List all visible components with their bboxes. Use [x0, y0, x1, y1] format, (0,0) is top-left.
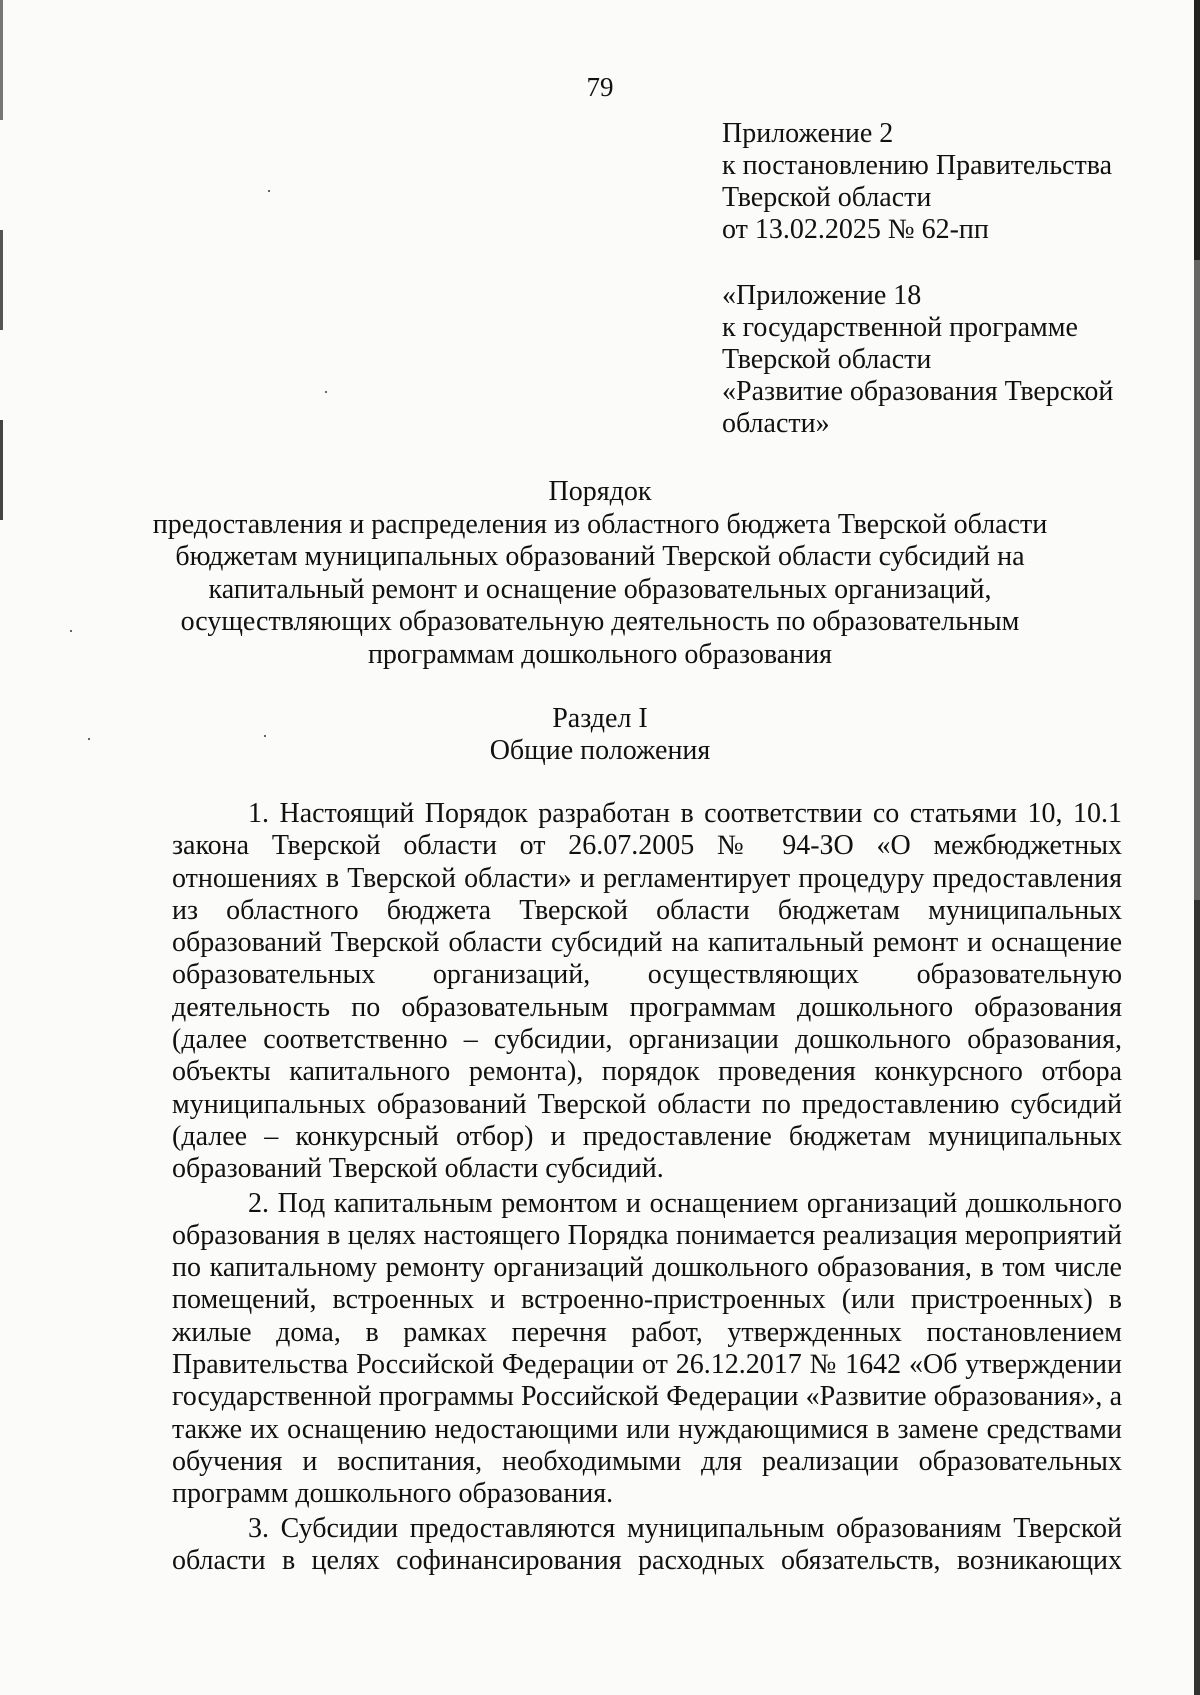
- scan-speck: [88, 738, 90, 740]
- appendix-18-line: области»: [722, 408, 830, 439]
- appendix-2-line: Тверской области: [722, 182, 932, 213]
- title-line: программам дошкольного образования: [367, 638, 833, 670]
- scan-edge-right: [1194, 0, 1200, 1695]
- section-number: Раздел I: [552, 703, 648, 734]
- appendix-18-line: «Развитие образования Тверской: [722, 376, 1114, 407]
- appendix-2-line: от 13.02.2025 № 62-пп: [722, 214, 989, 245]
- title-line: капитальный ремонт и оснащение образовательных организаций,: [208, 573, 992, 605]
- appendix-18-line: Тверской области: [722, 344, 932, 375]
- appendix-18-block: [722, 280, 1113, 440]
- body-text: [172, 798, 1122, 1579]
- appendix-2-block: [722, 118, 1112, 246]
- title-line: бюджетам муниципальных образований Тверской области субсидий на: [175, 541, 1025, 573]
- scan-speck: [70, 630, 72, 632]
- title-line: предоставления и распределения из областного бюджета Тверской области: [152, 508, 1048, 540]
- appendix-18-line: к государственной программе: [722, 312, 1078, 343]
- paragraph-3: 3. Субсидии предоставляются муниципальным образованиям Тверской области в целях софинансирования расходных обязательств, возникающих: [172, 1512, 1122, 1576]
- section-heading: [120, 703, 1080, 767]
- scan-speck: [268, 190, 270, 192]
- scan-speck: [325, 391, 327, 393]
- section-name: Общие положения: [489, 735, 711, 766]
- paragraph-2: 2. Под капитальным ремонтом и оснащением организаций дошкольного образования в целях настоящего Порядка понимается реализация мероприятий по капитальному ремонту организаций дошкольного образования, в том числе помещений, встроенных и встроенно-пристроенных (или пристроенных) в жилые дома, в рамках перечня работ, утвержденных постановлением Правительства Российской Федерации от 26.12.2017 № 1642 «Об утверждении государственной программы Российской Федерации «Развитие образования», а также их оснащению недостающими или нуждающимися в замене средствами обучения и воспитания, необходимыми для реализации образовательных программ дошкольного образования.: [172, 1187, 1122, 1510]
- document-title: [120, 476, 1080, 672]
- page-number: 79: [586, 72, 614, 102]
- appendix-2-line: к постановлению Правительства: [722, 150, 1113, 181]
- title-line: осуществляющих образовательную деятельность по образовательным: [180, 606, 1020, 638]
- title-heading: Порядок: [548, 476, 652, 507]
- appendix-2-line: Приложение 2: [722, 118, 894, 149]
- paragraph-1: 1. Настоящий Порядок разработан в соответствии со статьями 10, 10.1 закона Тверской области от 26.07.2005 № 94-ЗО «О межбюджетных отношениях в Тверской области» и регламентирует процедуру предоставления из областного бюджета Тверской области бюджетам муниципальных образований Тверской области субсидий на капитальный ремонт и оснащение образовательных организаций, осуществляющих образовательную деятельность по образовательным программам дошкольного образования (далее соответственно – субсидии, организации дошкольного образования, объекты капитального ремонта), порядок проведения конкурсного отбора муниципальных образований Тверской области по предоставлению субсидий (далее – конкурсный отбор) и предоставление бюджетам муниципальных образований Тверской области субсидий.: [172, 798, 1122, 1185]
- scan-edge-left: [0, 0, 3, 1695]
- appendix-18-line: «Приложение 18: [722, 280, 922, 311]
